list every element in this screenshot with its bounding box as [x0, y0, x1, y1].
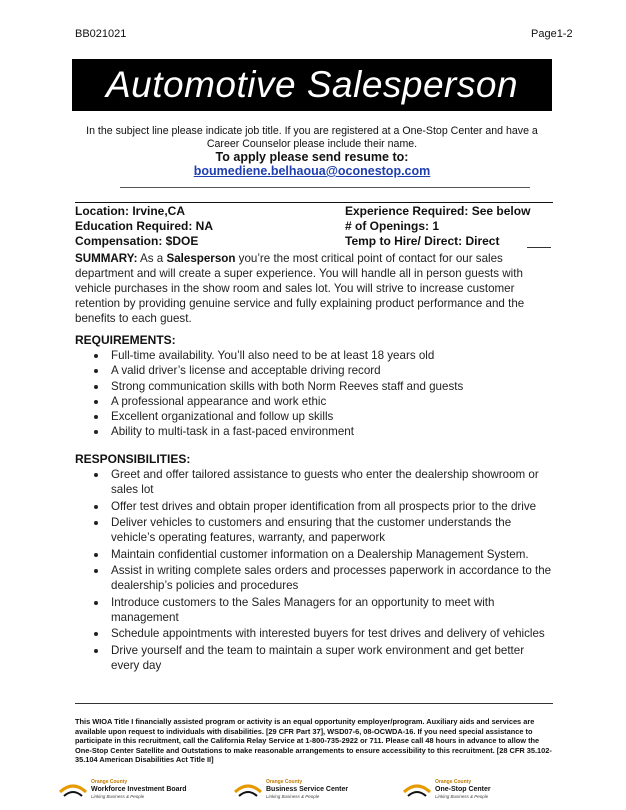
location: Location: Irvine,CA [75, 204, 186, 218]
divider [120, 187, 530, 188]
summary-highlight: Salesperson [166, 252, 236, 265]
divider [527, 247, 551, 248]
list-item: A professional appearance and work ethic [75, 394, 555, 409]
wave-logo-icon [402, 778, 432, 800]
requirements-list [75, 348, 555, 440]
job-title-banner: Automotive Salesperson [72, 59, 552, 111]
responsibilities-heading: RESPONSIBILITIES: [75, 452, 191, 466]
list-item: Ability to multi-task in a fast-paced environment [75, 424, 555, 439]
list-item: Full-time availability. You’ll also need to be at least 18 years old [75, 348, 555, 363]
list-item: Excellent organizational and follow up skills [75, 409, 555, 424]
summary-text: As a [137, 252, 167, 265]
compensation: Compensation: $DOE [75, 234, 199, 248]
list-item: Maintain confidential customer information on a Dealership Management System. [75, 547, 555, 562]
number-of-openings: # of Openings: 1 [345, 219, 440, 233]
summary-paragraph [75, 251, 555, 326]
divider [75, 703, 553, 704]
page-number: Page1-2 [531, 28, 573, 40]
application-instructions: In the subject line please indicate job title. If you are registered at a One-Stop Center and have a Career Counselor please include their name. [86, 125, 538, 150]
list-item: Greet and offer tailored assistance to guests who enter the dealership showroom or sales lot [75, 467, 555, 497]
hire-type: Temp to Hire/ Direct: Direct [345, 234, 500, 248]
document-id: BB021021 [75, 28, 127, 40]
list-item: Drive yourself and the team to maintain a super work environment and get better every day [75, 643, 555, 673]
requirements-heading: REQUIREMENTS: [75, 333, 176, 347]
list-item: Offer test drives and obtain proper identification from all prospects prior to the drive [75, 499, 555, 514]
summary-label: SUMMARY: [75, 252, 138, 265]
divider [75, 202, 553, 203]
list-item: Deliver vehicles to customers and ensuring that the customer understands the vehicle’s operating features, warranty, and paperwork [75, 515, 555, 545]
list-item: Introduce customers to the Sales Managers for an opportunity to meet with management [75, 595, 555, 625]
list-item: Schedule appointments with interested buyers for test drives and delivery of vehicles [75, 626, 555, 641]
wave-logo-icon [233, 778, 263, 800]
workforce-investment-board-logo: Orange County Workforce Investment Board Linking Business & People [58, 776, 187, 802]
responsibilities-list [75, 467, 555, 674]
experience-required: Experience Required: See below [345, 204, 531, 218]
list-item: Strong communication skills with both Norm Reeves staff and guests [75, 379, 555, 394]
job-info-right [345, 204, 530, 249]
list-item: A valid driver’s license and acceptable driving record [75, 363, 555, 378]
wave-logo-icon [58, 778, 88, 800]
job-info-left [75, 204, 213, 249]
equal-opportunity-footer: This WIOA Title I financially assisted program or activity is an equal opportunity employer/program. Auxiliary aids and services are available upon request to individuals with disabilities. [29 CFR Part 37], WSD07-6, 08-OCWDA-16. If you need special assistance to participate in this recruitment, call the California Relay Service at 1-800-735-2922 or 711. Please call 48 hours in advance to allow the One-Stop Center Satellite and Outstations to make reasonable arrangements to ensure accessibility to this recruitment. [28 CFR 35.102-35.104 American Disabilities Act Title II] [75, 717, 552, 765]
list-item: Assist in writing complete sales orders and processes paperwork in accordance to the dealership’s policies and procedures [75, 563, 555, 593]
business-service-center-logo: Orange County Business Service Center Linking Business & People [233, 776, 348, 802]
summary-text: you’re the most critical point of contact for our sales department and will create a super experience. You will handle all in person guests with vehicle purchases in the show room and sales lot. You will strive to increase customer retention by providing genuine service and fully explaining product performance and the benefits to each guest. [75, 252, 525, 325]
education-required: Education Required: NA [75, 219, 214, 233]
contact-email-link[interactable]: boumediene.belhaoua@oconestop.com [193, 164, 431, 178]
one-stop-center-logo: Orange County One-Stop Center Linking Business & People [402, 776, 491, 802]
apply-label: To apply please send resume to: [215, 150, 409, 164]
